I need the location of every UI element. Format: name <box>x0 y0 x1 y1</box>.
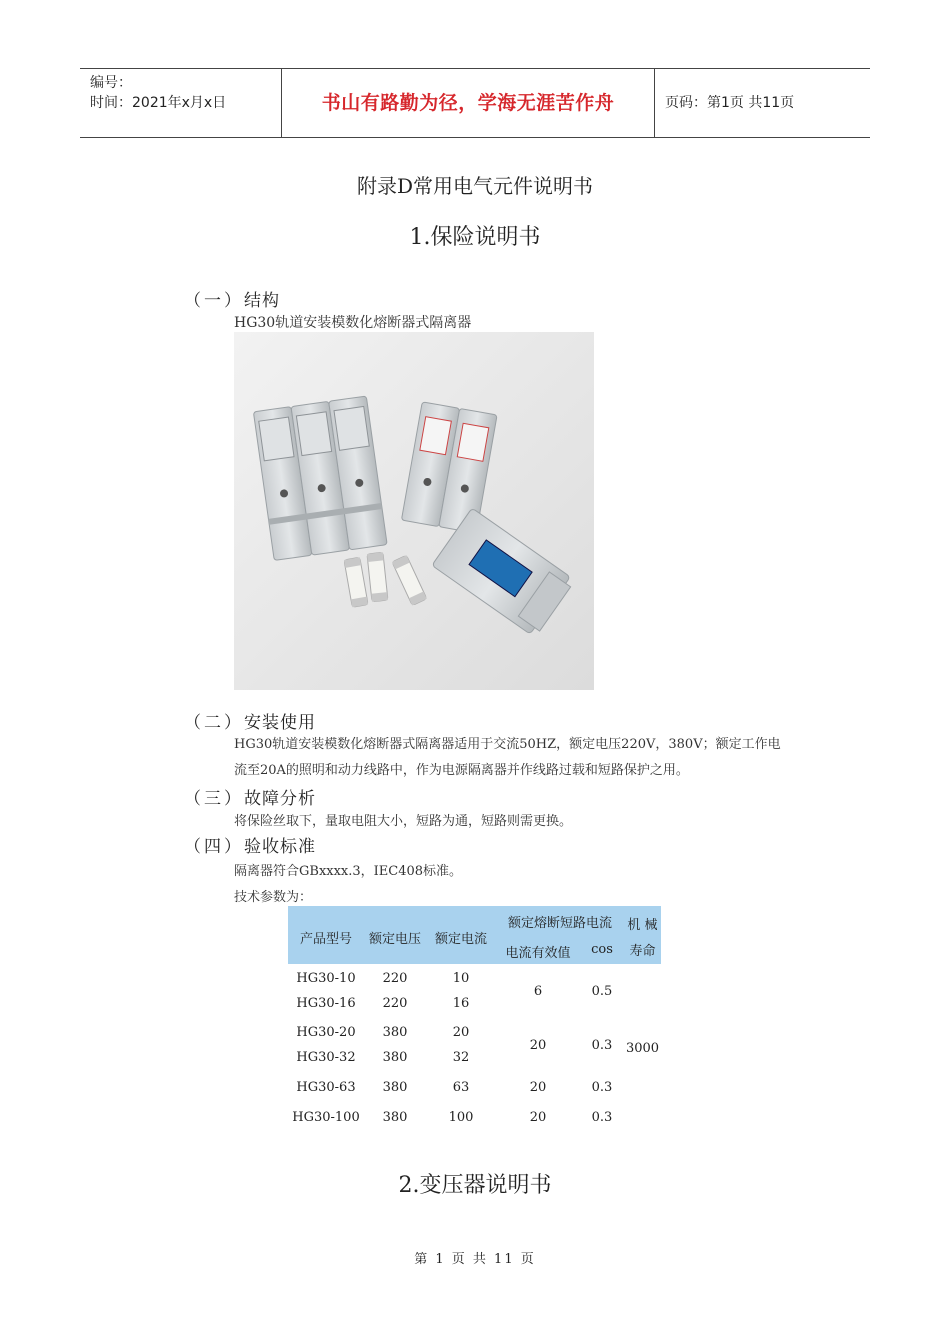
page-footer: 第 1 页 共 11 页 <box>414 1252 536 1267</box>
table-row-current: 100 <box>448 1110 474 1125</box>
table-cell-effective: 20 <box>529 1038 547 1053</box>
header-number: 编号： <box>90 75 132 91</box>
table-row-voltage: 380 <box>382 1080 408 1095</box>
part-2-label: 安装使用 <box>244 713 316 733</box>
table-row-model: HG30-32 <box>296 1050 356 1065</box>
part-1-subtitle: HG30轨道安装模数化熔断器式隔离器 <box>234 315 472 331</box>
fuse-isolator-illustration <box>234 332 594 690</box>
product-photo <box>234 332 594 690</box>
header-motto: 书山有路勤为径，学海无涯苦作舟 <box>282 69 655 137</box>
table-row-current: 16 <box>452 996 470 1011</box>
page-header <box>80 68 870 138</box>
header-voltage: 额定电压 <box>368 932 421 947</box>
part-3-text: 将保险丝取下，量取电阻大小，短路为通，短路则需更换。 <box>234 814 573 829</box>
table-row-model: HG30-20 <box>296 1025 356 1040</box>
part-3-number: （三） <box>184 789 244 809</box>
header-effective-value: 电流有效值 <box>505 946 571 961</box>
table-cell-life: 3000 <box>625 1041 660 1056</box>
table-row-current: 63 <box>452 1080 470 1095</box>
table-row-voltage: 380 <box>382 1025 408 1040</box>
part-2-heading <box>184 708 316 733</box>
table-row-model: HG30-16 <box>296 996 356 1011</box>
part-3-heading <box>184 784 316 809</box>
table-cell-effective: 20 <box>529 1110 547 1125</box>
params-label: 技术参数为： <box>234 890 313 905</box>
header-current: 额定电流 <box>434 932 487 947</box>
table-row-model: HG30-63 <box>296 1080 356 1095</box>
table-row-voltage: 380 <box>382 1110 408 1125</box>
header-life-1: 机 械 <box>627 918 658 933</box>
part-4-heading <box>184 832 316 857</box>
document-title: 附录D常用电气元件说明书 <box>356 174 594 198</box>
part-1-number: （一） <box>184 291 244 311</box>
header-cos: cos <box>591 942 613 957</box>
part-3-label: 故障分析 <box>244 789 316 809</box>
table-row-current: 10 <box>452 971 470 986</box>
part-2-line-1: HG30轨道安装模数化熔断器式隔离器适用于交流50HZ，额定电压220V，380V；额定工作电 <box>234 737 781 752</box>
header-meta-cell <box>80 69 282 137</box>
part-4-text: 隔离器符合GBxxxx.3，IEC408标准。 <box>234 864 463 879</box>
table-row-model: HG30-100 <box>292 1110 360 1125</box>
header-life-2: 寿命 <box>629 944 656 959</box>
section-2-title: 2.变压器说明书 <box>398 1173 552 1198</box>
header-time: 时间：2021年x月x日 <box>90 95 227 111</box>
part-4-number: （四） <box>184 837 244 857</box>
table-row-voltage: 220 <box>382 971 408 986</box>
table-row-model: HG30-10 <box>296 971 356 986</box>
three-pole-isolator <box>253 396 387 560</box>
part-2-line-2: 流至20A的照明和动力线路中，作为电源隔离器并作线路过载和短路保护之用。 <box>234 763 689 778</box>
part-4-label: 验收标准 <box>244 837 316 857</box>
part-2-paragraph <box>234 732 814 784</box>
part-2-number: （二） <box>184 713 244 733</box>
header-page-info: 页码：第1页 共11页 <box>665 95 795 111</box>
table-cell-cos: 0.3 <box>591 1110 613 1125</box>
table-row-voltage: 220 <box>382 996 408 1011</box>
part-1-label: 结构 <box>244 291 280 311</box>
section-1-title: 1.保险说明书 <box>409 225 541 250</box>
table-row-current: 32 <box>452 1050 470 1065</box>
part-1-heading <box>184 286 280 311</box>
table-row-voltage: 380 <box>382 1050 408 1065</box>
table-row-current: 20 <box>452 1025 470 1040</box>
table-cell-cos: 0.3 <box>591 1038 613 1053</box>
table-cell-cos: 0.3 <box>591 1080 613 1095</box>
table-cell-effective: 6 <box>533 984 543 999</box>
table-cell-cos: 0.5 <box>591 984 613 999</box>
header-model: 产品型号 <box>299 932 352 947</box>
header-breaking-current: 额定熔断短路电流 <box>507 916 612 931</box>
table-cell-effective: 20 <box>529 1080 547 1095</box>
